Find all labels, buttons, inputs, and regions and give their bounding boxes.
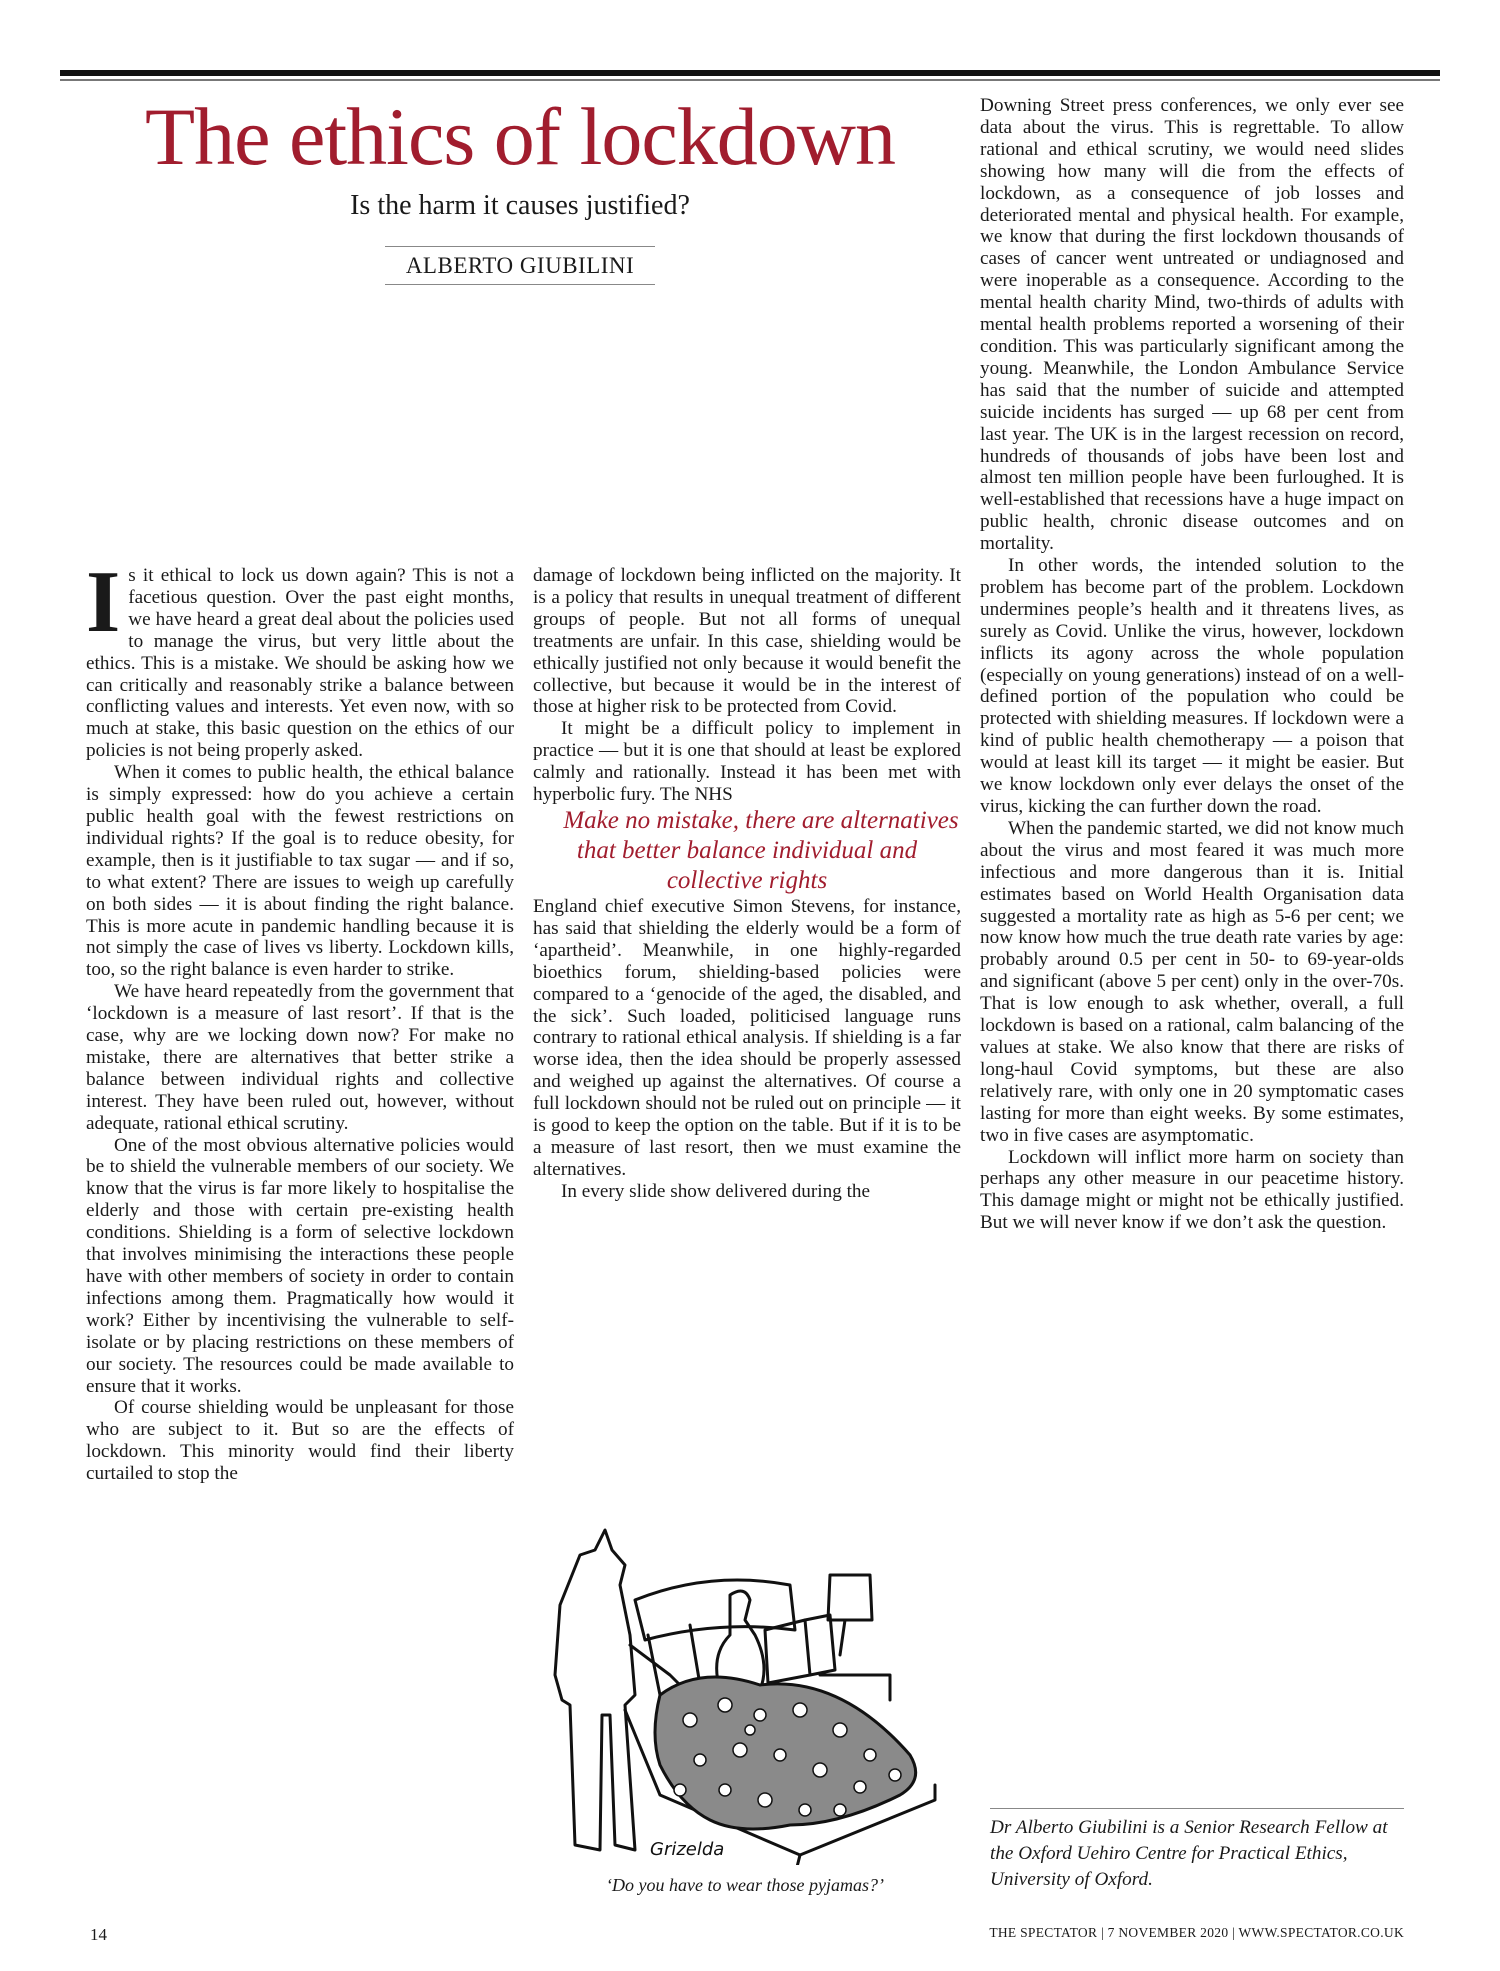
column-2 (533, 565, 961, 1203)
page-number: 14 (90, 1925, 107, 1944)
paragraph: In every slide show delivered during the (561, 1180, 871, 1202)
column-1 (86, 554, 514, 1485)
top-rule-thin (60, 79, 1440, 81)
byline: ALBERTO GIUBILINI (405, 253, 635, 278)
paragraph: damage of lockdown being inflicted on the majority. It is a policy that results in unequal treatment of different groups of people. But not all forms of unequal treatments are unfair. In this case, shielding would be ethically justified not only because it would benefit the collective, but because it would be in the interest of those at higher risk to be protected from Covid. (533, 565, 961, 718)
paragraph: When it comes to public health, the ethical balance is simply expressed: how do you achieve a certain public health goal with the fewest restrictions on individual rights? If the goal is to reduce obesity, for example, then is it justifiable to tax sugar — and if so, to what extent? There are issues to weigh up carefully on both sides — it is about finding the right balance. This is more acute in pandemic handling because it is not simply the case of lives vs liberty. Lockdown kills, too, so the right balance is even harder to strike. (86, 762, 514, 981)
paragraph: Of course shielding would be unpleasant for those who are subject to it. But so are the effects of lockdown. This minority would find their liberty curtailed to stop the (86, 1397, 514, 1485)
cartoon-caption: ‘Do you have to wear those pyjamas?’ (606, 1875, 884, 1895)
bio-divider (990, 1808, 1404, 1809)
cartoon-drawing (540, 1525, 960, 1865)
paragraph: It might be a difficult policy to implement in practice — but it is one that should at least be explored calmly and rationally. Instead it has been met with hyperbolic fury. The NHS (533, 718, 961, 806)
headline: The ethics of lockdown (145, 91, 895, 182)
drop-cap: I (86, 554, 121, 651)
paragraph: In other words, the intended solution to the problem has become part of the problem. Lockdown undermines people’s health and it threatens lives, as surely as Covid. Unlike the virus, however, lockdown inflicts its agony across the whole population (especially on young generations) instead of on a well-defined portion of the population who could be protected with shielding measures. If lockdown were a kind of public health chemotherapy — a poison that would at least kill its target — it might be easier. But we know lockdown only ever delays the onset of the virus, kicking the can further down the road. (980, 555, 1404, 817)
paragraph: Lockdown will inflict more harm on society than perhaps any other measure in our peacetime history. This damage might or might not be ethically justified. But we will never know if we don’t ask the question. (980, 1146, 1404, 1234)
standfirst: Is the harm it causes justified? (350, 190, 690, 221)
byline-box (385, 246, 655, 285)
paragraph: When the pandemic started, we did not know much about the virus and most feared it was much more infectious and more dangerous than it is. Initial estimates based on World Health Organisation data suggested a mortality rate as high as 5-6 per cent; we now know how much the true death rate varies by age: probably around 0.5 per cent in 50- to 69-year-olds and significant (above 5 per cent) only in the over-70s. That is low enough to ask whether, overall, a full lockdown is based on a rational, calm balancing of the values at stake. We also know that there are risks of long-haul Covid symptoms, but these are also relatively rare, with only one in 20 symptomatic cases lasting for more than eight weeks. By some estimates, two in five cases are asymptomatic. (980, 817, 1404, 1146)
cartoon-illustration-icon (540, 1525, 960, 1865)
paragraph: We have heard repeatedly from the government that ‘lockdown is a measure of last resort’. If that is the case, why are we locking down now? For make no mistake, there are alternatives that better strike a balance between individual rights and collective interest. They have been ruled out, however, without adequate, rational ethical scrutiny. (86, 981, 514, 1134)
column-3 (980, 95, 1404, 1234)
author-bio: Dr Alberto Giubilini is a Senior Research Fellow at the Oxford Uehiro Centre for Practical Ethics, University of Oxford. (990, 1817, 1388, 1890)
cartoon-signature: Grizelda (650, 1839, 725, 1860)
top-rule-thick (60, 70, 1440, 76)
pull-quote: Make no mistake, there are alternatives that better balance individual and collective rights (563, 806, 959, 894)
paragraph: Is it ethical to lock us down again? This is not a facetious question. Over the past eight months, we have heard a great deal about the policies used to manage the virus, but very little about the ethics. This is a mistake. We should be asking how we can critically and reasonably strike a balance between conflicting values and interests. Yet even now, with so much at stake, this basic question on the ethics of our policies is not being properly asked. (86, 554, 514, 762)
paragraph: Downing Street press conferences, we only ever see data about the virus. This is regrettable. To allow rational and ethical scrutiny, we would need slides showing how many will die from the effects of lockdown, as a consequence of job losses and deteriorated mental and physical health. For example, we know that during the first lockdown thousands of cases of cancer went untreated or undiagnosed and were inoperable as a consequence. According to the mental health charity Mind, two-thirds of adults with mental health problems reported a worsening of their condition. This was particularly significant among the young. Meanwhile, the London Ambulance Service has said that the number of suicide and attempted suicide incidents has surged — up 68 per cent from last year. The UK is in the largest recession on record, hundreds of thousands of jobs have been lost and almost ten million people have been furloughed. It is well-established that recessions have a huge impact on public health, chronic disease outcomes and on mortality. (980, 95, 1404, 555)
paragraph: England chief executive Simon Stevens, for instance, has said that shielding the elderly would be a form of ‘apartheid’. Meanwhile, in one highly-regarded bioethics forum, shielding-based policies were compared to a ‘genocide of the aged, the disabled, and the sick’. Such loaded, politicised language runs contrary to rational ethical analysis. If shielding is a far worse idea, then the idea should be properly assessed and weighed up against the alternatives. Of course a full lockdown should not be ruled out on principle — it is good to keep the option on the table. But if it is to be a measure of last resort, then we must examine the alternatives. (533, 895, 961, 1180)
paragraph: One of the most obvious alternative policies would be to shield the vulnerable members of our society. We know that the virus is far more likely to hospitalise the elderly and those with certain pre-existing health conditions. Shielding is a form of selective lockdown that involves minimising the interactions these people have with other members of society in order to contain infections among them. Pragmatically how would it work? Either by incentivising the vulnerable to self-isolate or by placing restrictions on these members of our society. The resources could be made available to ensure that it works. (86, 1134, 514, 1397)
publication-footer: THE SPECTATOR | 7 NOVEMBER 2020 | WWW.SPECTATOR.CO.UK (989, 1925, 1404, 1940)
